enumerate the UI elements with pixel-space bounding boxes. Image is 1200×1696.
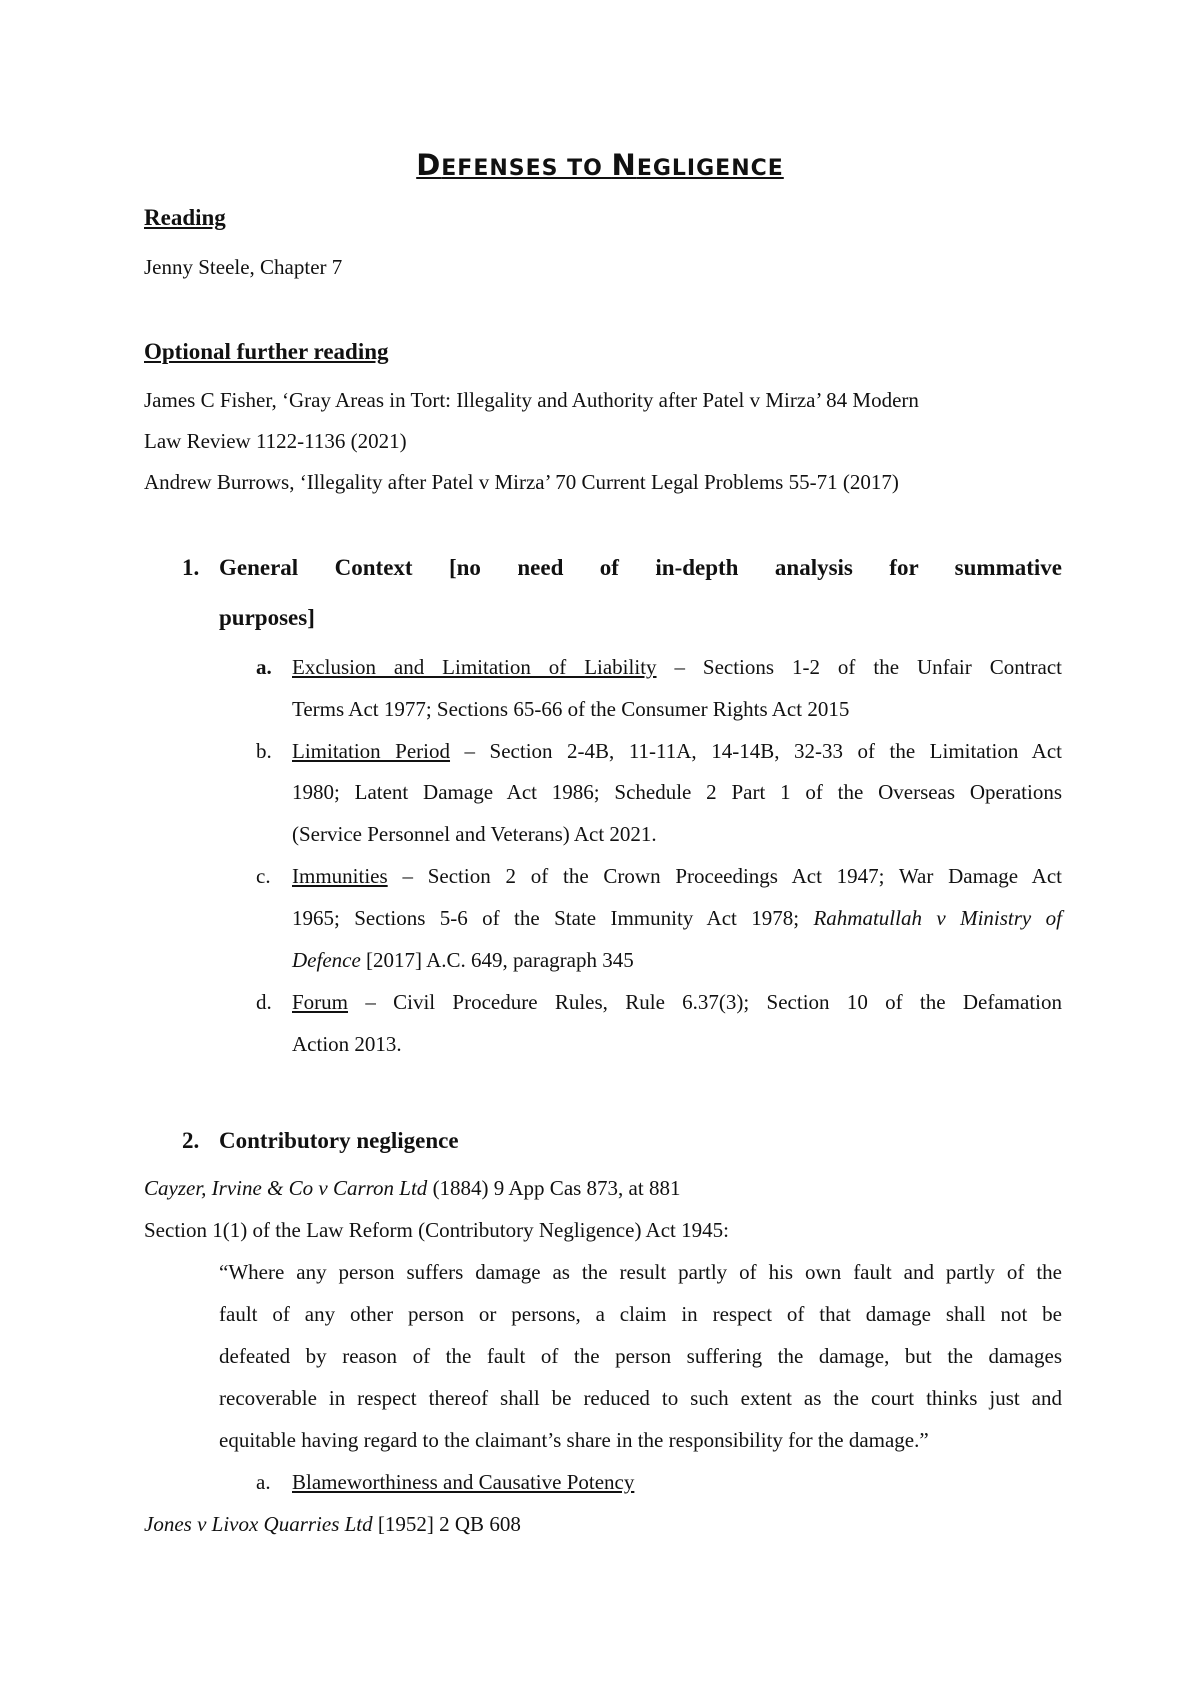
further-reading-line: Law Review 1122-1136 (2021) (144, 429, 407, 453)
list-item-line: Terms Act 1977; Sections 65-66 of the Consumer Rights Act 2015 (292, 697, 850, 721)
quote-line: equitable having regard to the claimant’s share in the responsibility for the damage.” (219, 1428, 929, 1452)
section-heading: General Context [no need of in-depth analysis for summative (219, 555, 1062, 580)
list-item-line: Defence [2017] A.C. 649, paragraph 345 (292, 948, 634, 972)
section-number: 1. (182, 555, 200, 580)
quote-line: defeated by reason of the fault of the person suffering the damage, but the damages (219, 1344, 1062, 1368)
case-citation: Cayzer, Irvine & Co v Carron Ltd (1884) 9 App Cas 873, at 881 (144, 1176, 681, 1200)
section-number: 2. (182, 1128, 200, 1153)
further-reading-heading: Optional further reading (144, 339, 389, 364)
list-item-line: (Service Personnel and Veterans) Act 2021. (292, 822, 657, 846)
list-item: Forum – Civil Procedure Rules, Rule 6.37(3); Section 10 of the Defamation (292, 990, 1062, 1014)
further-reading-line: James C Fisher, ‘Gray Areas in Tort: Illegality and Authority after Patel v Mirza’ 84 Modern (144, 388, 919, 412)
quote-line: fault of any other person or persons, a claim in respect of that damage shall not be (219, 1302, 1062, 1326)
further-reading-line: Andrew Burrows, ‘Illegality after Patel v Mirza’ 70 Current Legal Problems 55-71 (2017) (144, 470, 899, 494)
statute-citation: Section 1(1) of the Law Reform (Contributory Negligence) Act 1945: (144, 1218, 729, 1242)
document-title: DEFENSES TO NEGLIGENCE (416, 148, 784, 182)
section-heading-continued: purposes] (219, 605, 315, 630)
quote-line: recoverable in respect thereof shall be reduced to such extent as the court thinks just and (219, 1386, 1062, 1410)
case-citation: Jones v Livox Quarries Ltd [1952] 2 QB 608 (144, 1512, 521, 1536)
list-item-line: Action 2013. (292, 1032, 402, 1056)
list-item: Immunities – Section 2 of the Crown Proceedings Act 1947; War Damage Act (292, 864, 1062, 888)
list-marker: d. (256, 990, 272, 1014)
quote-line: “Where any person suffers damage as the result partly of his own fault and partly of the (219, 1260, 1062, 1284)
section-heading: Contributory negligence (219, 1128, 459, 1153)
list-marker: a. (256, 1470, 271, 1494)
list-item: Limitation Period – Section 2-4B, 11-11A, 14-14B, 32-33 of the Limitation Act (292, 739, 1062, 763)
list-marker: c. (256, 864, 271, 888)
list-marker: a. (256, 655, 272, 679)
reading-text: Jenny Steele, Chapter 7 (144, 255, 343, 279)
list-item: Exclusion and Limitation of Liability – Sections 1-2 of the Unfair Contract (292, 655, 1063, 679)
list-marker: b. (256, 739, 272, 763)
list-item-line: 1965; Sections 5-6 of the State Immunity Act 1978; Rahmatullah v Ministry of (292, 906, 1062, 930)
list-item-line: 1980; Latent Damage Act 1986; Schedule 2 Part 1 of the Overseas Operations (292, 780, 1062, 804)
subsection-heading: Blameworthiness and Causative Potency (292, 1470, 635, 1494)
reading-heading: Reading (144, 205, 226, 230)
